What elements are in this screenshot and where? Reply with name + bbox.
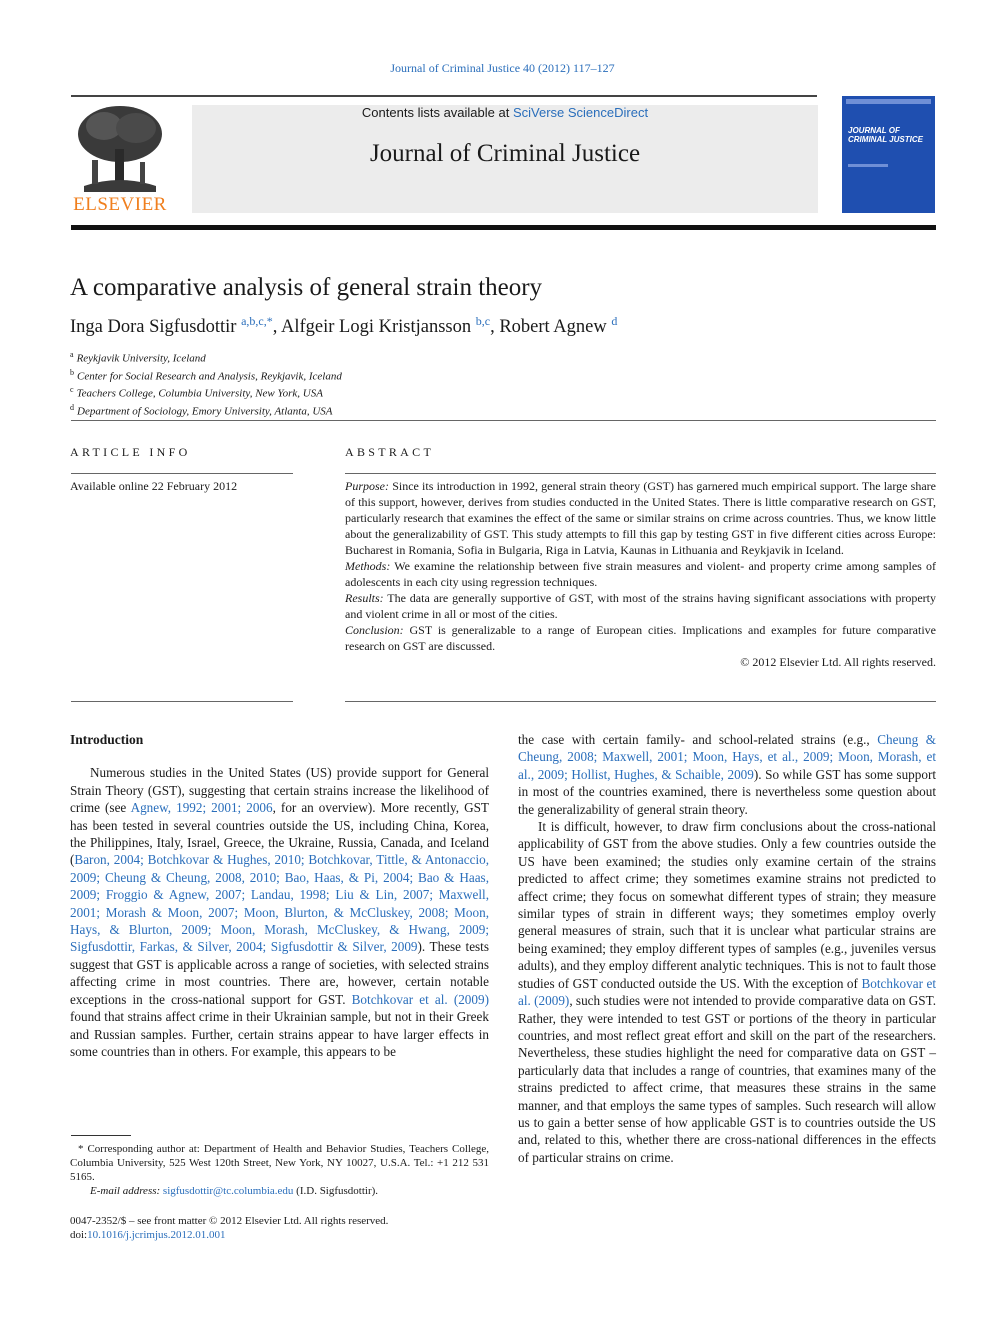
affiliation-mark: b xyxy=(70,367,74,377)
affiliation xyxy=(70,366,342,384)
abstract-section xyxy=(345,590,936,622)
body-column-right xyxy=(518,731,936,1166)
affiliation xyxy=(70,401,342,419)
paragraph xyxy=(518,731,936,818)
abstract-section xyxy=(345,622,936,654)
author-name: Robert Agnew xyxy=(499,317,607,338)
doi-link[interactable]: 10.1016/j.jcrimjus.2012.01.001 xyxy=(87,1229,226,1241)
abstract-section-text: Since its introduction in 1992, general strain theory (GST) has garnered much empirical support. The large share of this support, however, derives from studies conducted in the United States. There is little comparative research on GST, particularly research that examines the effect of the same or similar strains on crime across countries. Thus, we know little about the generalizability of GST. This study attempts to fill this gap by testing GST in five different cities across Europe: Bucharest in Romania, Sofia in Bulgaria, Riga in Latvia, Kaunas in Lithuania and Reykjavik in Iceland. xyxy=(345,479,936,557)
citation-link[interactable]: Botchkovar et al. (2009) xyxy=(351,991,489,1007)
abstract-section-label: Methods: xyxy=(345,559,391,573)
article-info-heading: ARTICLE INFO xyxy=(70,445,191,459)
header-thick-rule xyxy=(71,225,936,230)
divider xyxy=(345,473,936,474)
cover-bar xyxy=(846,99,931,104)
journal-cover[interactable] xyxy=(842,96,935,213)
affiliation-mark: c xyxy=(70,385,74,395)
elsevier-logo xyxy=(70,104,170,216)
author-affiliation-marks[interactable]: b,c xyxy=(475,314,491,328)
author-name: Inga Dora Sigfusdottir xyxy=(70,317,237,338)
abstract-section xyxy=(345,558,936,590)
footnote-rule xyxy=(71,1135,131,1136)
journal-title: Journal of Criminal Justice xyxy=(369,140,641,167)
abstract-section-text: GST is generalizable to a range of European cities. Implications and examples for future comparative research on GST are discussed. xyxy=(345,623,936,653)
abstract-section-label: Results: xyxy=(345,591,384,605)
author-affiliation-marks[interactable]: d xyxy=(611,314,618,328)
affiliation-text: Department of Sociology, Emory University, Atlanta, USA xyxy=(77,405,333,418)
author-affiliation-marks[interactable]: a,b,c,* xyxy=(241,314,273,328)
divider xyxy=(71,473,293,474)
body-text: ). These tests suggest that GST is applicable across a range of societies, with selected strains affecting crime in most countries. There are, however, certain notable exceptions in the cross-national support for GST. xyxy=(70,939,489,1007)
header-rule xyxy=(71,95,817,97)
citation-link[interactable]: Cheung & Cheung, 2008; Maxwell, 2001; Moon, Hays, et al., 2009; Moon, Morash, et al., 2009; Hollist, Hughes, & Schaible, 2009 xyxy=(518,732,936,782)
paragraph xyxy=(70,764,489,1060)
citation-link[interactable]: Baron, 2004; Botchkovar & Hughes, 2010; Botchkovar, Tittle, & Antonaccio, 2009; Cheung & Cheung, 2008, 2010; Bao, Haas, & Pi, 2004; Bao & Haas, 2009; Froggio & Agnew, 2007; Landau, 1998; Liu & Lin, 2007; Maxwell, 2001; Morash & Moon, 2007; Moon, Blurton, & McCluskey, 2008; Moon, Hays, & Blurton, 2009; Moon, Morash, McCluskey, & Hwang, 2009; Sigfusdottir, Farkas, & Silver, 2004; Sigfusdottir & Silver, 2009 xyxy=(70,852,489,955)
issn-block: 0047-2352/$ – see front matter © 2012 Elsevier Ltd. All rights reserved. doi:10.1016/j.jcrimjus.2012.01.001 xyxy=(70,1215,389,1241)
affiliation-mark: d xyxy=(70,402,74,412)
sciencedirect-link[interactable]: SciVerse ScienceDirect xyxy=(512,105,649,120)
email-link[interactable]: sigfusdottir@tc.columbia.edu xyxy=(162,1185,294,1197)
body-text: found that strains affect crime in their Ukrainian sample, but not in their Greek and Russian samples. Further, certain strains appear to have larger effects in some countries than in others. For example, this appears to be xyxy=(70,1009,489,1059)
body-text: ). So while GST has some support in most of the countries examined, there is nevertheless some question about the generalizability of general strain theory. xyxy=(518,766,936,817)
copyright-notice: © 2012 Elsevier Ltd. All rights reserved. xyxy=(740,655,936,669)
body-text: , for an overview). More recently, GST has been tested in several countries outside the US, including China, Korea, the Philippines, Italy, Israel, Greece, the Ukraine, Russia, Canada, and Iceland ( xyxy=(70,800,489,868)
journal-citation[interactable]: Journal of Criminal Justice 40 (2012) 117–127 xyxy=(390,61,615,75)
divider xyxy=(71,701,293,702)
body-text: , such studies were not intended to provide comparative data on GST. Rather, they were intended to test GST or portions of the theory in particular countries, and most reflect great effort and skill on the part of the researchers. Nevertheless, these studies highlight the need for comparative data on GST – particularly data that includes a range of countries, that examines many of the strains predicted to affect crime, that measures these strains in the same manner, and that employs the same types of samples. Such research will allow us to gain a better sense of how applicable GST is to countries outside the US and, related to this, whether there are cross-national differences in the effects of particular strains on crime. xyxy=(518,993,936,1165)
abstract-section xyxy=(345,478,936,558)
author-name: Alfgeir Logi Kristjansson xyxy=(281,317,472,338)
contents-line: Contents lists available at SciVerse ScienceDirect xyxy=(361,105,649,120)
cover-mark xyxy=(848,164,888,167)
affiliation-text: Teachers College, Columbia University, New York, USA xyxy=(76,387,323,400)
abstract-section-text: We examine the relationship between five strain measures and violent- and property crime among samples of adolescents in each city using regression techniques. xyxy=(345,559,936,589)
citation-link[interactable]: Botchkovar et al. (2009) xyxy=(518,975,936,1009)
affiliation xyxy=(70,348,342,366)
affiliation xyxy=(70,383,342,401)
paragraph xyxy=(518,818,936,1166)
section-heading-introduction: Introduction xyxy=(70,732,144,747)
abstract-heading: ABSTRACT xyxy=(345,445,435,459)
abstract-section-label: Conclusion: xyxy=(345,623,404,637)
author-list: Inga Dora Sigfusdottir $^{a,b,c,*}$, Alfgeir Logi Kristjansson $^{b,c}$, Robert Agnew $^d$ xyxy=(70,314,618,338)
abstract-section-text: The data are generally supportive of GST, with most of the strains having significant associations with property and violent crime in all or most of the cities. xyxy=(345,591,936,621)
abstract-section-label: Purpose: xyxy=(345,479,389,493)
body-column-left xyxy=(70,731,489,1060)
affiliation-list xyxy=(70,348,342,419)
body-text: Numerous studies in the United States (US) provide support for General Strain Theory (GST), suggesting that certain strains increase the likelihood of crime (see xyxy=(70,765,489,816)
footnote: * Corresponding author at: Department of Health and Behavior Studies, Teachers College, Columbia University, 525 West 120th Street, New York, NY 10027, U.S.A. Tel.: +1 212 531 5165. E-mail address: sigfusdottir@tc.columbia.edu (I.D. Sigfusdottir). xyxy=(70,1143,489,1197)
affiliation-text: Reykjavik University, Iceland xyxy=(76,352,206,365)
divider xyxy=(71,420,936,421)
elsevier-tree-icon xyxy=(74,104,166,194)
cover-title: JOURNAL OF CRIMINAL JUSTICE xyxy=(848,126,923,144)
divider xyxy=(345,701,936,702)
body-text: the case with certain family- and school-related strains (e.g., xyxy=(518,732,878,747)
elsevier-wordmark: ELSEVIER xyxy=(73,194,167,215)
available-online: Available online 22 February 2012 xyxy=(70,479,238,493)
article-title: A comparative analysis of general strain theory xyxy=(70,274,543,301)
affiliation-mark: a xyxy=(70,350,74,359)
abstract-body xyxy=(345,478,936,670)
affiliation-text: Center for Social Research and Analysis, Reykjavik, Iceland xyxy=(77,370,342,383)
citation-link[interactable]: Agnew, 1992; 2001; 2006 xyxy=(130,800,273,816)
body-text: It is difficult, however, to draw firm conclusions about the cross-national applicability of GST from the above studies. Only a few countries outside the US have been examined; the studies only examine certain of the strains predicted to affect crime; they sometimes examine strains not predicted to affect crime; they focus on somewhat different types of strain; they measure similar types of strain in different ways; they sometimes employ overly general measures of strain, such that it is unclear what particular strains are being examined; they employ different types of samples (e.g., juveniles versus adults), and they employ different analytic techniques. This is not to fault those studies of GST conducted outside the US. With the exception of xyxy=(518,819,936,991)
